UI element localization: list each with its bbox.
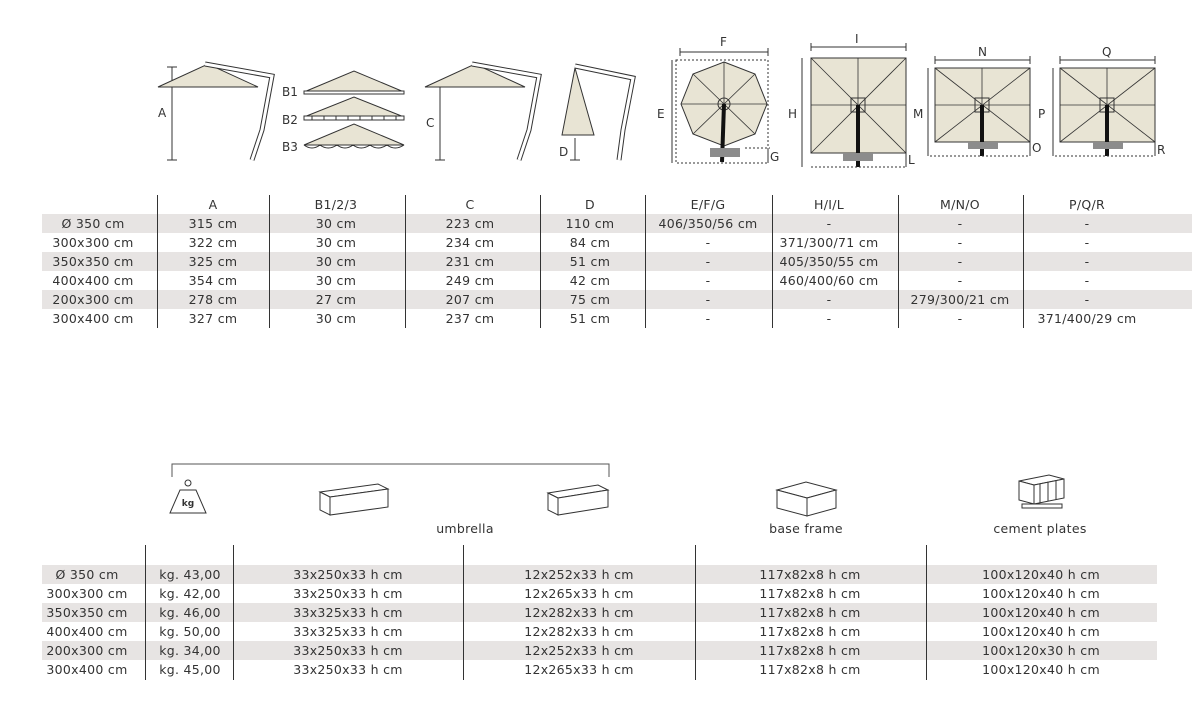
pack-table-row — [42, 584, 1157, 603]
dim-header-cell: A — [208, 197, 218, 212]
pack-table-row — [42, 565, 1157, 584]
dim-table-row — [42, 271, 1192, 290]
pack-value-cell: kg. 42,00 — [159, 586, 221, 601]
dim-value-cell: - — [1084, 254, 1090, 269]
pack-value-cell: 100x120x40 h cm — [982, 605, 1100, 620]
dim-table-row — [42, 290, 1192, 309]
dim-size-cell: Ø 350 cm — [61, 216, 125, 231]
dim-value-cell: 234 cm — [445, 235, 495, 250]
label-d: D — [559, 145, 569, 159]
dim-value-cell: 405/350/55 cm — [779, 254, 879, 269]
dim-value-cell: - — [826, 292, 832, 307]
closed-view-d-diagram — [562, 66, 633, 160]
pack-table-row — [42, 641, 1157, 660]
dim-value-cell: - — [705, 235, 711, 250]
cement-plates-icon — [1019, 475, 1064, 508]
dim-value-cell: 278 cm — [188, 292, 238, 307]
label-b1: B1 — [282, 85, 298, 99]
label-i: I — [855, 32, 859, 46]
pack-value-cell: kg. 46,00 — [159, 605, 221, 620]
dim-value-cell: 354 cm — [188, 273, 238, 288]
label-n: N — [978, 45, 987, 59]
dim-value-cell: - — [705, 311, 711, 326]
label-e: E — [657, 107, 665, 121]
label-m: M — [913, 107, 924, 121]
dim-value-cell: 75 cm — [569, 292, 611, 307]
pack-table-row — [42, 603, 1157, 622]
rect-top-view-pqr-diagram — [1053, 56, 1155, 156]
pack-value-cell: 12x265x33 h cm — [524, 586, 634, 601]
dim-value-cell: - — [705, 273, 711, 288]
dim-size-cell: 350x350 cm — [52, 254, 134, 269]
dim-value-cell: 30 cm — [315, 235, 357, 250]
label-b3: B3 — [282, 140, 298, 154]
dim-value-cell: 51 cm — [569, 311, 611, 326]
column-divider — [540, 195, 541, 328]
dim-value-cell: 51 cm — [569, 254, 611, 269]
label-l: L — [908, 153, 915, 167]
dim-value-cell: 30 cm — [315, 273, 357, 288]
dim-table-row — [42, 214, 1192, 233]
pack-value-cell: 117x82x8 h cm — [759, 567, 861, 582]
dim-value-cell: 27 cm — [315, 292, 357, 307]
dim-value-cell: 237 cm — [445, 311, 495, 326]
dim-header-cell: P/Q/R — [1069, 197, 1105, 212]
pack-value-cell: kg. 43,00 — [159, 567, 221, 582]
dim-value-cell: - — [957, 216, 963, 231]
column-divider — [157, 195, 158, 328]
side-view-a-diagram — [158, 64, 272, 160]
pack-value-cell: 12x282x33 h cm — [524, 605, 634, 620]
dim-size-cell: 200x300 cm — [52, 292, 134, 307]
umbrella-box1-icon — [320, 484, 388, 515]
square-top-view-diagram — [802, 43, 906, 167]
column-divider — [926, 545, 927, 680]
column-divider — [695, 545, 696, 680]
dim-table-row — [42, 309, 1192, 328]
pack-value-cell: 12x252x33 h cm — [524, 643, 634, 658]
pack-value-cell: 100x120x30 h cm — [982, 643, 1100, 658]
dim-value-cell: - — [1084, 273, 1090, 288]
dim-value-cell: - — [1084, 235, 1090, 250]
dim-value-cell: 315 cm — [188, 216, 238, 231]
dim-size-cell: 300x300 cm — [52, 235, 134, 250]
canopy-heights-diagram — [304, 71, 404, 148]
label-q: Q — [1102, 45, 1112, 59]
label-g: G — [770, 150, 780, 164]
pack-value-cell: 100x120x40 h cm — [982, 662, 1100, 677]
pack-value-cell: kg. 50,00 — [159, 624, 221, 639]
cement-plates-label: cement plates — [993, 521, 1087, 536]
dim-value-cell: - — [957, 254, 963, 269]
pack-value-cell: 33x250x33 h cm — [293, 567, 403, 582]
dim-header-cell: C — [465, 197, 475, 212]
pack-value-cell: kg. 45,00 — [159, 662, 221, 677]
round-top-view-diagram — [672, 48, 770, 163]
column-divider — [269, 195, 270, 328]
column-divider — [772, 195, 773, 328]
pack-size-cell: 200x300 cm — [46, 643, 128, 658]
pack-value-cell: 33x250x33 h cm — [293, 643, 403, 658]
pack-value-cell: 12x265x33 h cm — [524, 662, 634, 677]
pack-table-row — [42, 660, 1157, 679]
column-divider — [898, 195, 899, 328]
pack-size-cell: 300x300 cm — [46, 586, 128, 601]
dim-value-cell: - — [1084, 292, 1090, 307]
column-divider — [405, 195, 406, 328]
dim-table-row — [42, 233, 1192, 252]
label-p: P — [1038, 107, 1046, 121]
dim-value-cell: 325 cm — [188, 254, 238, 269]
pack-value-cell: 117x82x8 h cm — [759, 662, 861, 677]
label-a: A — [158, 106, 167, 120]
label-f: F — [720, 35, 727, 49]
dim-value-cell: - — [957, 311, 963, 326]
packaging-table — [0, 545, 1200, 685]
pack-value-cell: 100x120x40 h cm — [982, 567, 1100, 582]
umbrella-box2-icon — [548, 485, 608, 515]
column-divider — [463, 545, 464, 680]
dim-value-cell: - — [705, 292, 711, 307]
dim-header-cell: H/I/L — [814, 197, 844, 212]
dim-value-cell: 30 cm — [315, 254, 357, 269]
pack-value-cell: 33x325x33 h cm — [293, 624, 403, 639]
base-frame-label: base frame — [769, 521, 843, 536]
dim-header-cell: D — [585, 197, 595, 212]
dim-header-cell: B1/2/3 — [314, 197, 358, 212]
dimensions-table — [0, 195, 1200, 335]
dim-value-cell: - — [826, 311, 832, 326]
weight-icon — [170, 480, 206, 513]
dim-table-row — [42, 252, 1192, 271]
pack-value-cell: 12x252x33 h cm — [524, 567, 634, 582]
pack-size-cell: 400x400 cm — [46, 624, 128, 639]
pack-value-cell: 33x325x33 h cm — [293, 605, 403, 620]
column-divider — [1023, 195, 1024, 328]
pack-value-cell: kg. 34,00 — [159, 643, 221, 658]
dim-value-cell: 327 cm — [188, 311, 238, 326]
label-o: O — [1032, 141, 1042, 155]
pack-value-cell: 33x250x33 h cm — [293, 586, 403, 601]
pack-value-cell: 117x82x8 h cm — [759, 586, 861, 601]
dim-value-cell: - — [1084, 216, 1090, 231]
rect-top-view-mno-diagram — [928, 56, 1030, 156]
label-r: R — [1157, 143, 1166, 157]
dim-value-cell: 110 cm — [565, 216, 615, 231]
pack-value-cell: 117x82x8 h cm — [759, 624, 861, 639]
dim-value-cell: - — [957, 273, 963, 288]
label-h: H — [788, 107, 798, 121]
base-frame-box-icon — [777, 482, 836, 516]
dim-size-cell: 300x400 cm — [52, 311, 134, 326]
umbrella-label: umbrella — [436, 521, 494, 536]
pack-value-cell: 100x120x40 h cm — [982, 586, 1100, 601]
dim-value-cell: - — [705, 254, 711, 269]
label-b2: B2 — [282, 113, 298, 127]
dim-value-cell: 30 cm — [315, 216, 357, 231]
dim-value-cell: 322 cm — [188, 235, 238, 250]
dim-value-cell: 406/350/56 cm — [658, 216, 758, 231]
pack-value-cell: 100x120x40 h cm — [982, 624, 1100, 639]
side-view-c-diagram — [425, 64, 539, 160]
dim-header-cell: E/F/G — [690, 197, 726, 212]
label-c: C — [426, 116, 435, 130]
weight-icon-label: kg — [181, 499, 195, 509]
dim-value-cell: 371/300/71 cm — [779, 235, 879, 250]
dim-value-cell: 460/400/60 cm — [779, 273, 879, 288]
dim-value-cell: 371/400/29 cm — [1037, 311, 1137, 326]
pack-value-cell: 117x82x8 h cm — [759, 643, 861, 658]
dim-value-cell: 231 cm — [445, 254, 495, 269]
column-divider — [645, 195, 646, 328]
dim-value-cell: - — [826, 216, 832, 231]
dim-size-cell: 400x400 cm — [52, 273, 134, 288]
pack-size-cell: Ø 350 cm — [55, 567, 119, 582]
pack-value-cell: 33x250x33 h cm — [293, 662, 403, 677]
pack-size-cell: 300x400 cm — [46, 662, 128, 677]
pack-table-row — [42, 622, 1157, 641]
pack-size-cell: 350x350 cm — [46, 605, 128, 620]
pack-value-cell: 117x82x8 h cm — [759, 605, 861, 620]
dim-value-cell: 30 cm — [315, 311, 357, 326]
dim-value-cell: 279/300/21 cm — [910, 292, 1010, 307]
column-divider — [233, 545, 234, 680]
pack-value-cell: 12x282x33 h cm — [524, 624, 634, 639]
dim-value-cell: 223 cm — [445, 216, 495, 231]
dim-value-cell: - — [957, 235, 963, 250]
dim-value-cell: 207 cm — [445, 292, 495, 307]
umbrella-diagrams — [0, 0, 1200, 200]
column-divider — [145, 545, 146, 680]
dim-header-cell: M/N/O — [940, 197, 980, 212]
dim-value-cell: 42 cm — [569, 273, 611, 288]
dim-value-cell: 249 cm — [445, 273, 495, 288]
dim-value-cell: 84 cm — [569, 235, 611, 250]
